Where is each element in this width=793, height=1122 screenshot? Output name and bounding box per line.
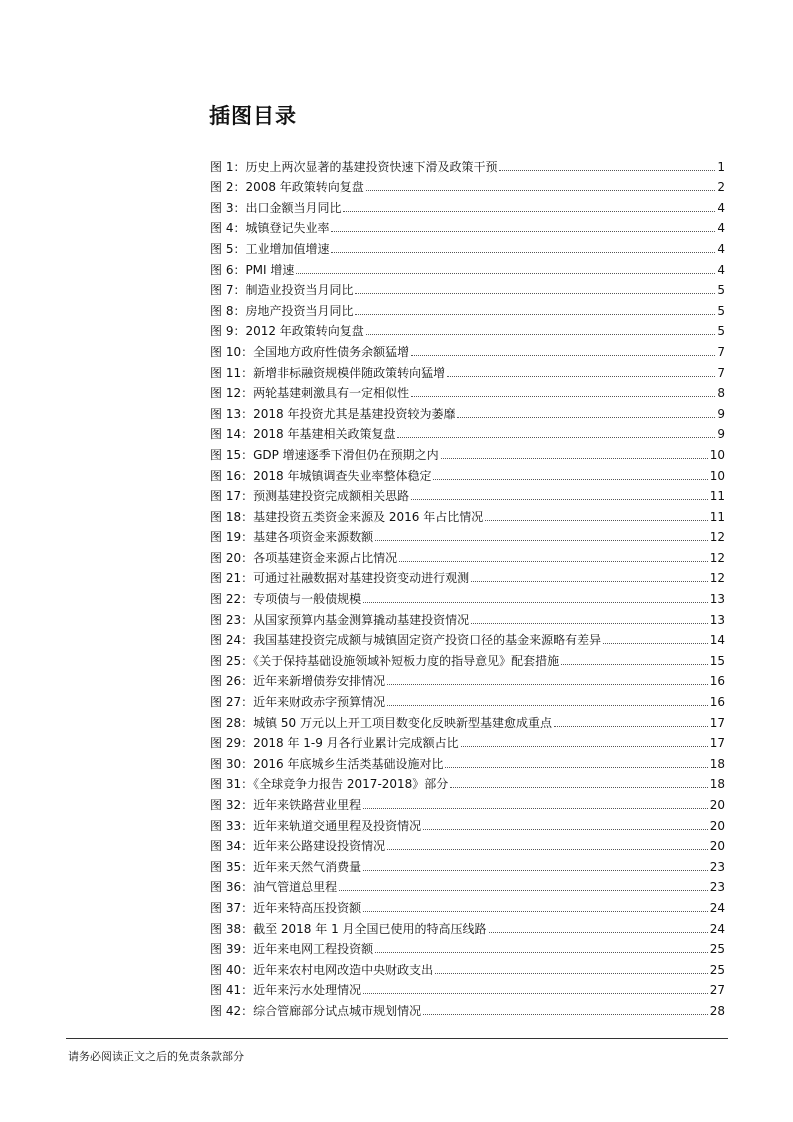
toc-entry[interactable]: [210, 463, 725, 484]
dot-leader: [343, 211, 715, 212]
toc-entry-label[interactable]: 图 36：油气管道总里程: [210, 880, 338, 895]
toc-entry[interactable]: [210, 154, 725, 175]
toc-entry-label[interactable]: 图 31：《全球竞争力报告 2017-2018》部分: [210, 777, 449, 792]
toc-entry-label[interactable]: 图 33：近年来轨道交通里程及投资情况: [210, 818, 422, 833]
page-title: 插图目录: [209, 104, 297, 128]
toc-entry[interactable]: [210, 648, 725, 669]
toc-entry-label[interactable]: 图 11：新增非标融资规模伴随政策转向猛增: [210, 365, 446, 380]
toc-entry-page-number[interactable]: 13: [709, 592, 725, 607]
dot-leader: [363, 808, 708, 809]
toc-entry-page-number[interactable]: 25: [709, 942, 725, 957]
dot-leader: [603, 643, 708, 644]
toc-entry-page-number[interactable]: 10: [709, 447, 725, 462]
dot-leader: [296, 273, 715, 274]
toc-entry-page-number[interactable]: 17: [709, 736, 725, 751]
toc-entry-page-number[interactable]: 12: [709, 530, 725, 545]
toc-entry-label[interactable]: 图 28：城镇 50 万元以上开工项目数变化反映新型基建愈成重点: [210, 715, 552, 730]
toc-entry-label[interactable]: 图 34：近年来公路建设投资情况: [210, 839, 386, 854]
dot-leader: [433, 479, 707, 480]
toc-entry-label[interactable]: 图 23：从国家预算内基金测算撬动基建投资情况: [210, 612, 470, 627]
toc-entry-page-number[interactable]: 20: [709, 839, 725, 854]
toc-entry-label[interactable]: 图 4：城镇登记失业率: [210, 221, 330, 236]
dot-leader: [450, 787, 707, 788]
toc-entry-page-number[interactable]: 12: [709, 571, 725, 586]
dot-leader: [457, 417, 715, 418]
toc-entry-label[interactable]: 图 38：截至 2018 年 1 月全国已使用的特高压线路: [210, 921, 487, 936]
toc-entry-label[interactable]: 图 5：工业增加值增速: [210, 241, 330, 256]
toc-entry[interactable]: [210, 525, 725, 546]
toc-entry-label[interactable]: 图 18：基建投资五类资金来源及 2016 年占比情况: [210, 509, 484, 524]
toc-entry[interactable]: [210, 957, 725, 978]
toc-entry[interactable]: [210, 401, 725, 422]
toc-entry-page-number[interactable]: 25: [709, 962, 725, 977]
toc-entry[interactable]: [210, 916, 725, 937]
toc-entry-page-number[interactable]: 28: [709, 1003, 725, 1018]
dot-leader: [411, 396, 715, 397]
dot-leader: [355, 314, 715, 315]
dot-leader: [375, 952, 708, 953]
dot-leader: [399, 561, 708, 562]
toc-entry[interactable]: [210, 195, 725, 216]
toc-entry-label[interactable]: 图 12：两轮基建刺激具有一定相似性: [210, 386, 410, 401]
toc-entry-label[interactable]: 图 16：2018 年城镇调查失业率整体稳定: [210, 468, 432, 483]
toc-entry-label[interactable]: 图 3：出口金额当月同比: [210, 200, 342, 215]
toc-entry[interactable]: [210, 216, 725, 237]
toc-entry-label[interactable]: 图 40：近年来农村电网改造中央财政支出: [210, 962, 434, 977]
toc-entry[interactable]: [210, 772, 725, 793]
toc-entry-page-number[interactable]: 7: [717, 344, 725, 359]
toc-entry-page-number[interactable]: 16: [709, 674, 725, 689]
toc-entry-page-number[interactable]: 12: [709, 550, 725, 565]
toc-entry[interactable]: [210, 875, 725, 896]
toc-entry-label[interactable]: 图 14：2018 年基建相关政策复盘: [210, 427, 396, 442]
toc-entry[interactable]: [210, 586, 725, 607]
dot-leader: [363, 602, 708, 603]
toc-entry[interactable]: [210, 854, 725, 875]
dot-leader: [411, 355, 715, 356]
toc-entry-label[interactable]: 图 37：近年来特高压投资额: [210, 900, 362, 915]
toc-entry-page-number[interactable]: 17: [709, 715, 725, 730]
dot-leader: [445, 767, 707, 768]
toc-entry-label[interactable]: 图 24：我国基建投资完成额与城镇固定资产投资口径的基金来源略有差异: [210, 633, 602, 648]
dot-leader: [397, 437, 715, 438]
dot-leader: [423, 829, 708, 830]
dot-leader: [411, 499, 708, 500]
dot-leader: [387, 684, 708, 685]
toc-entry[interactable]: [210, 175, 725, 196]
toc-entry-page-number[interactable]: 4: [717, 241, 725, 256]
toc-entry[interactable]: [210, 504, 725, 525]
toc-entry-label[interactable]: 图 32：近年来铁路营业里程: [210, 798, 362, 812]
toc-entry[interactable]: [210, 689, 725, 710]
toc-entry-page-number[interactable]: 20: [709, 818, 725, 833]
dot-leader: [363, 870, 708, 871]
toc-entry-page-number[interactable]: 24: [709, 921, 725, 936]
toc-entry-page-number[interactable]: 4: [717, 200, 725, 215]
toc-entry-label[interactable]: 图 17：预测基建投资完成额相关思路: [210, 489, 410, 504]
toc-entry-page-number[interactable]: 2: [717, 180, 725, 195]
toc-entry[interactable]: [210, 360, 725, 381]
toc-entry-page-number[interactable]: 5: [717, 303, 725, 318]
toc-entry[interactable]: [210, 422, 725, 443]
toc-entry-label[interactable]: 图 29：2018 年 1-9 月各行业累计完成额占比: [210, 736, 459, 751]
dot-leader: [363, 993, 708, 994]
toc-entry-page-number[interactable]: 27: [709, 983, 725, 998]
toc-entry-page-number[interactable]: 23: [709, 859, 725, 874]
toc-entry-label[interactable]: 图 35：近年来天然气消费量: [210, 859, 362, 874]
toc-entry[interactable]: [210, 978, 725, 999]
toc-entry[interactable]: [210, 607, 725, 628]
toc-entry[interactable]: [210, 669, 725, 690]
dot-leader: [331, 231, 715, 232]
toc-entry[interactable]: [210, 236, 725, 257]
toc-entry[interactable]: [210, 710, 725, 731]
toc-entry[interactable]: [210, 484, 725, 505]
dot-leader: [366, 190, 716, 191]
toc-entry-label[interactable]: 图 42：综合管廊部分试点城市规划情况: [210, 1003, 422, 1018]
dot-leader: [499, 170, 715, 171]
dot-leader: [387, 705, 708, 706]
toc-entry[interactable]: [210, 381, 725, 402]
toc-entry[interactable]: [210, 895, 725, 916]
toc-entry[interactable]: [210, 834, 725, 855]
toc-entry-page-number[interactable]: 9: [717, 406, 725, 421]
toc-entry-label[interactable]: 图 6：PMI 增速: [210, 262, 295, 277]
toc-entry-page-number[interactable]: 8: [717, 386, 725, 401]
toc-entry[interactable]: [210, 442, 725, 463]
toc-entry-page-number[interactable]: 11: [709, 509, 725, 524]
dot-leader: [435, 973, 708, 974]
toc-entry-page-number[interactable]: 16: [709, 695, 725, 710]
toc-entry-page-number[interactable]: 5: [717, 283, 725, 298]
toc-entry-page-number[interactable]: 18: [709, 777, 725, 792]
toc-entry-page-number[interactable]: 18: [709, 756, 725, 771]
toc-entry[interactable]: [210, 792, 725, 813]
toc-entry[interactable]: [210, 278, 725, 299]
toc-entry[interactable]: [210, 339, 725, 360]
toc-entry-label[interactable]: 图 22：专项债与一般债规模: [210, 592, 362, 607]
toc-entry[interactable]: [210, 628, 725, 649]
toc-entry-page-number[interactable]: 20: [709, 798, 725, 812]
footer-disclaimer: 请务必阅读正文之后的免责条款部分: [68, 1050, 244, 1063]
dot-leader: [461, 746, 708, 747]
dot-leader: [339, 890, 708, 891]
dot-leader: [363, 911, 708, 912]
toc-entry-label[interactable]: 图 25：《关于保持基础设施领域补短板力度的指导意见》配套措施: [210, 653, 560, 668]
toc-entry-label[interactable]: 图 7：制造业投资当月同比: [210, 283, 354, 298]
dot-leader: [423, 1014, 708, 1015]
toc-entry-page-number[interactable]: 4: [717, 262, 725, 277]
dot-leader: [554, 726, 708, 727]
toc-entry-label[interactable]: 图 8：房地产投资当月同比: [210, 303, 354, 318]
toc-entry-page-number[interactable]: 1: [717, 159, 725, 174]
toc-entry-label[interactable]: 图 1：历史上两次显著的基建投资快速下滑及政策干预: [210, 159, 498, 174]
dot-leader: [489, 932, 708, 933]
toc-entry[interactable]: [210, 998, 725, 1019]
toc-entry-label[interactable]: 图 27：近年来财政赤字预算情况: [210, 695, 386, 710]
toc-entry-label[interactable]: 图 21：可通过社融数据对基建投资变动进行观测: [210, 571, 470, 586]
dot-leader: [561, 664, 708, 665]
figure-list: [210, 154, 725, 1019]
dot-leader: [355, 293, 715, 294]
toc-entry[interactable]: [210, 566, 725, 587]
toc-entry[interactable]: [210, 751, 725, 772]
toc-entry-label[interactable]: 图 9：2012 年政策转向复盘: [210, 324, 364, 339]
toc-entry-label[interactable]: 图 2：2008 年政策转向复盘: [210, 180, 364, 195]
toc-entry[interactable]: [210, 937, 725, 958]
toc-entry-page-number[interactable]: 4: [717, 221, 725, 236]
toc-entry-page-number[interactable]: 7: [717, 365, 725, 380]
toc-entry-page-number[interactable]: 15: [709, 653, 725, 668]
toc-entry-label[interactable]: 图 41：近年来污水处理情况: [210, 983, 362, 998]
toc-entry-label[interactable]: 图 39：近年来电网工程投资额: [210, 942, 374, 957]
toc-entry-page-number[interactable]: 24: [709, 900, 725, 915]
toc-entry-label[interactable]: 图 13：2018 年投资尤其是基建投资较为萎靡: [210, 406, 456, 421]
footer-divider: [66, 1038, 728, 1039]
dot-leader: [471, 623, 708, 624]
dot-leader: [485, 520, 707, 521]
toc-entry-page-number[interactable]: 13: [709, 612, 725, 627]
toc-entry-label[interactable]: 图 10：全国地方政府性债务余额猛增: [210, 344, 410, 359]
toc-entry[interactable]: [210, 545, 725, 566]
toc-entry[interactable]: [210, 319, 725, 340]
toc-entry-page-number[interactable]: 5: [717, 324, 725, 339]
toc-entry-label[interactable]: 图 15：GDP 增速逐季下滑但仍在预期之内: [210, 447, 439, 462]
toc-entry-page-number[interactable]: 14: [709, 633, 725, 648]
toc-entry-label[interactable]: 图 30：2016 年底城乡生活类基础设施对比: [210, 756, 444, 771]
toc-entry[interactable]: [210, 813, 725, 834]
toc-entry-label[interactable]: 图 26：近年来新增债券安排情况: [210, 674, 386, 689]
dot-leader: [447, 376, 715, 377]
dot-leader: [387, 849, 708, 850]
toc-entry[interactable]: [210, 298, 725, 319]
dot-leader: [375, 540, 708, 541]
toc-entry[interactable]: [210, 731, 725, 752]
toc-entry-page-number[interactable]: 11: [709, 489, 725, 504]
dot-leader: [331, 252, 715, 253]
toc-entry-page-number[interactable]: 9: [717, 427, 725, 442]
dot-leader: [366, 334, 716, 335]
toc-entry-page-number[interactable]: 10: [709, 468, 725, 483]
dot-leader: [441, 458, 708, 459]
toc-entry-page-number[interactable]: 23: [709, 880, 725, 895]
toc-entry-label[interactable]: 图 20：各项基建资金来源占比情况: [210, 550, 398, 565]
dot-leader: [471, 581, 708, 582]
toc-entry[interactable]: [210, 257, 725, 278]
toc-entry-label[interactable]: 图 19：基建各项资金来源数额: [210, 530, 374, 545]
